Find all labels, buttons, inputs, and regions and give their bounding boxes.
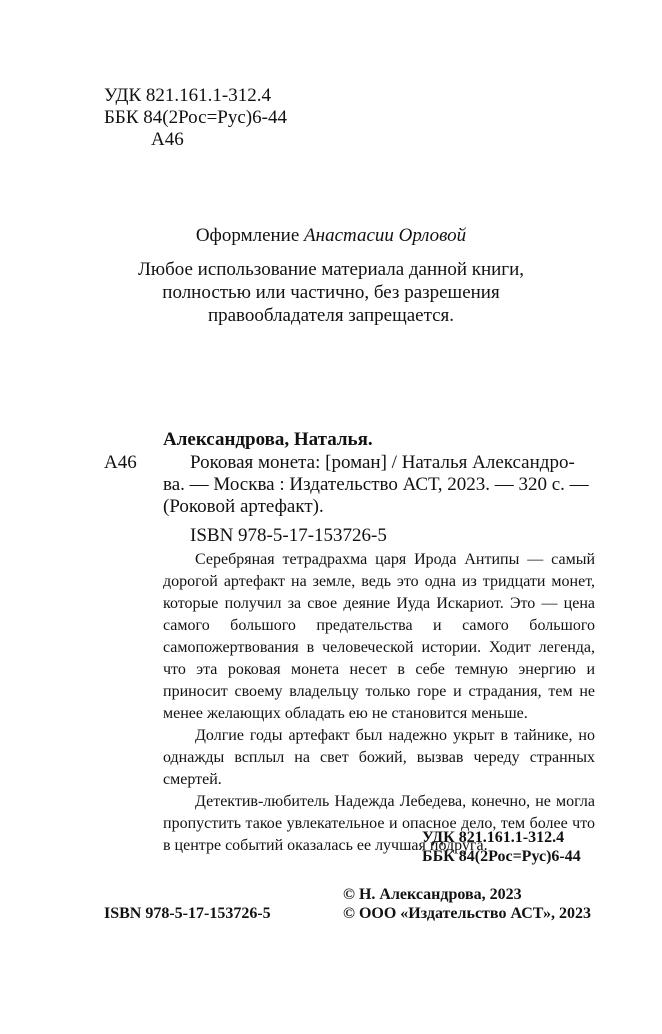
notice-line-1: Любое использование материала данной книги, bbox=[137, 259, 525, 280]
abstract-paragraph: Долгие годы артефакт был надежно укрыт в тайнике, но однажды всплыл на свет божий, вызвав череду странных смертей. bbox=[163, 727, 595, 788]
designer-name: Анастасии Орловой bbox=[304, 225, 467, 246]
header-code: А46 bbox=[151, 129, 184, 150]
catalog-line-2: ва. — Москва : Издательство АСТ, 2023. — 320 с. — bbox=[163, 474, 589, 495]
header-bbk: ББК 84(2Рос=Рус)6-44 bbox=[104, 107, 287, 128]
copyright-publisher: © ООО «Издательство АСТ», 2023 bbox=[343, 905, 592, 922]
footer-isbn: ISBN 978-5-17-153726-5 bbox=[104, 905, 271, 922]
classification-bbk: ББК 84(2Рос=Рус)6-44 bbox=[422, 848, 581, 865]
catalog-isbn: ISBN 978-5-17-153726-5 bbox=[190, 525, 387, 546]
header-udk: УДК 821.161.1-312.4 bbox=[104, 85, 271, 106]
catalog-author: Александрова, Наталья. bbox=[163, 429, 373, 450]
catalog-line-3: (Роковой артефакт). bbox=[163, 496, 324, 517]
abstract-paragraph: Серебряная тетрадрахма царя Ирода Антипы — самый дорогой артефакт на земле, ведь это одна из тридцати монет, которые получил за свое деяние Иуда Искариот. Это — цена самого большого предательства и самого большого самопожертвования в человеческой истории. Ходит легенда, что эта роковая монета несет в себе темную энергию и приносит своему владельцу только горе и страдания, тем не менее желающих обладать ею не становится меньше. bbox=[163, 551, 595, 722]
design-label: Оформление bbox=[195, 225, 300, 246]
copyright-author: © Н. Александрова, 2023 bbox=[343, 886, 522, 903]
notice-line-3: правообладателя запрещается. bbox=[207, 305, 455, 326]
abstract bbox=[163, 549, 595, 857]
notice-line-2: полностью или частично, без разрешения bbox=[162, 282, 500, 303]
abstract-paragraph: Детектив-любитель Надежда Лебедева, конечно, не могла пропустить такое увлекательное и опасное дело, тем более что в центре событий оказалась ее лучшая подруга. bbox=[163, 793, 595, 854]
catalog-line-1: Роковая монета: [роман] / Наталья Александро- bbox=[190, 452, 575, 473]
catalog-code: А46 bbox=[104, 452, 137, 473]
classification-udk: УДК 821.161.1-312.4 bbox=[422, 829, 565, 846]
design-credit bbox=[0, 224, 662, 248]
